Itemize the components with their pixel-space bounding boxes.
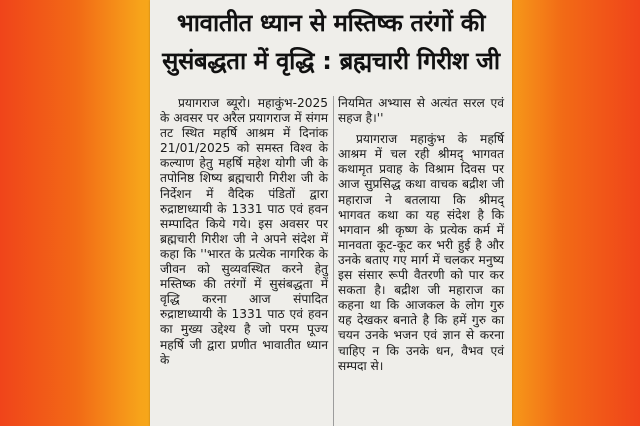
article-paragraph: प्रयागराज ब्यूरो। महाकुंभ-2025 के अवसर पर अरैल प्रयागराज में संगम तट स्थित महर्षि आश्रम में दिनांक 21/01/2025 को समस्त विश्व के कल्याण हेतु महर्षि महेश योगी जी के तपोनिष्ठ शिष्य ब्रह्मचारी गिरीश जी के निर्देशन में वैदिक पंडितों द्वारा रुद्राष्टाध्यायी के 1331 पाठ एवं हवन सम्पादित किये गये। इस अवसर पर ब्रह्मचारी गिरीश जी ने अपने संदेश में कहा कि ''भारत के प्रत्येक नागरिक के जीवन को सुव्यवस्थित करने हेतु मस्तिष्क की तरंगों में सुसंबद्धता में वृद्धि करना आज संपादित रुद्राष्टाध्यायी के 1331 पाठ एवं हवन का मुख्य उद्देश्य है जो परम पूज्य महर्षि जी द्वारा प्रणीत भावातीत ध्यान के — [160, 96, 328, 367]
article-column-left — [160, 96, 328, 368]
headline-line-2: सुसंबद्धता में वृद्धि : ब्रह्मचारी गिरीश जी — [162, 47, 500, 75]
newspaper-clipping — [150, 0, 512, 426]
headline — [150, 4, 512, 80]
article-column-right — [338, 96, 504, 374]
column-divider — [333, 96, 334, 426]
headline-line-1: भावातीत ध्यान से मस्तिष्क तरंगों की — [176, 9, 486, 37]
article-paragraph-continued: नियमित अभ्यास से अत्यंत सरल एवं सहज है।'' — [338, 96, 504, 126]
article-paragraph: प्रयागराज महाकुंभ के महर्षि आश्रम में चल रही श्रीमद् भागवत कथामृत प्रवाह के विश्राम दिवस पर आज सुप्रसिद्ध कथा वाचक बद्रीश जी महाराज ने बतलाया कि श्रीमद् भागवत कथा का यह संदेश है कि भगवान श्री कृष्ण के प्रत्येक कर्म में मानवता कूट-कूट कर भरी हुई है और उनके बताए गए मार्ग में चलकर मनुष्य इस संसार रूपी वैतरणी को पार कर सकता है। बद्रीश जी महाराज का कहना था कि आजकल के लोग गुरु यह देखकर बनाते है कि हमें गुरु का चयन उनके भजन एवं ज्ञान से करना चाहिए न कि उनके धन, वैभव एवं सम्पदा से। — [338, 132, 504, 373]
